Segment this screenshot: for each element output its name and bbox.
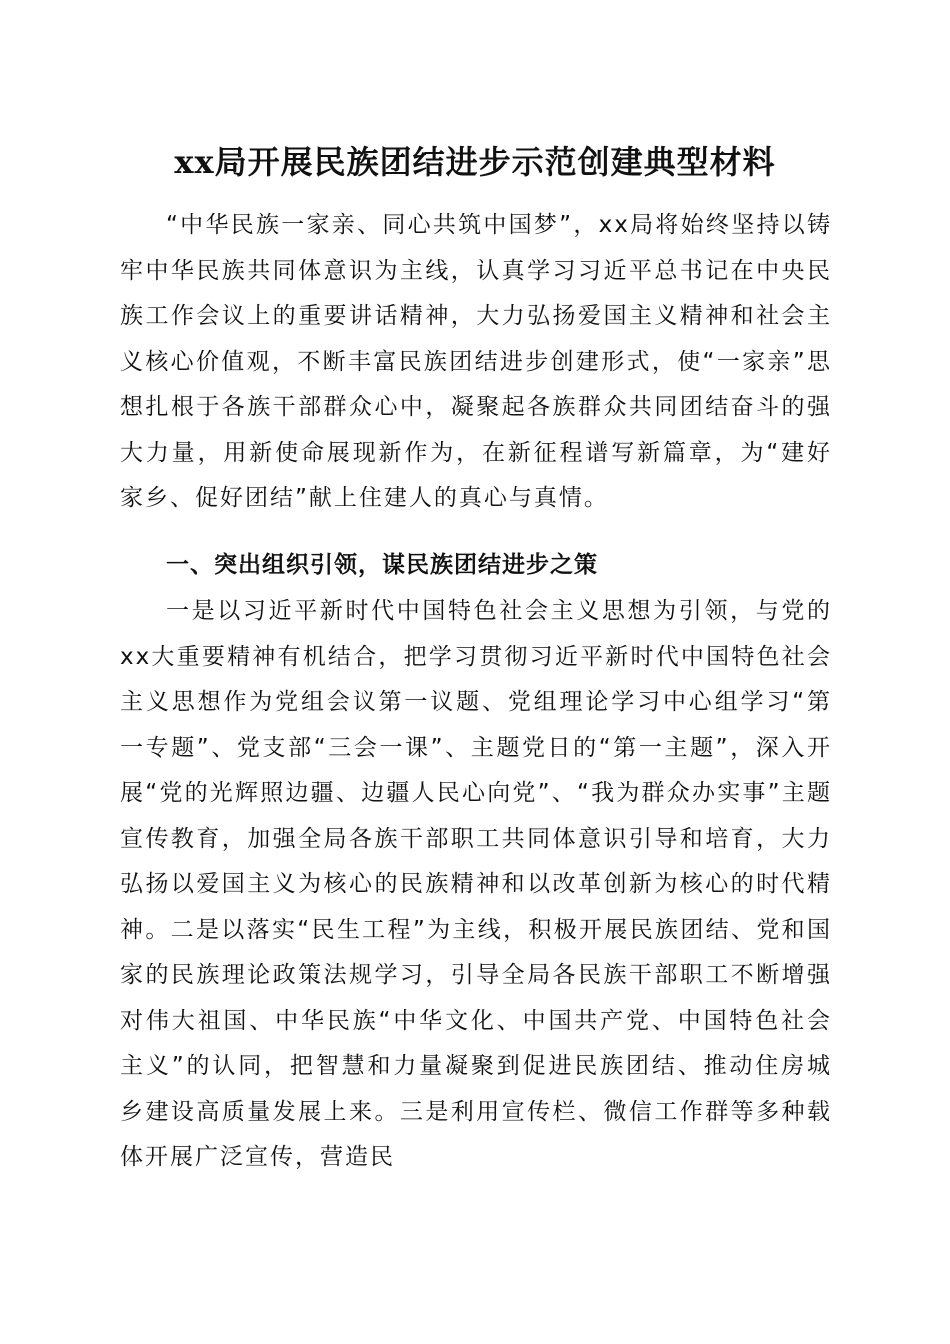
- body-paragraph: 一是以习近平新时代中国特色社会主义思想为引领，与党的xx大重要精神有机结合，把学习贯彻习近平新时代中国特色社会主义思想作为党组会议第一议题、党组理论学习中心组学习“第一专题”、党支部“三会一课”、主题党日的“第一主题”，深入开展“党的光辉照边疆、边疆人民心向党”、“我为群众办实事”主题宣传教育，加强全局各族干部职工共同体意识引导和培育，大力弘扬以爱国主义为核心的民族精神和以改革创新为核心的时代精神。二是以落实“民生工程”为主线，积极开展民族团结、党和国家的民族理论政策法规学习，引导全局各民族干部职工不断增强对伟大祖国、中华民族“中华文化、中国共产党、中国特色社会主义”的认同，把智慧和力量凝聚到促进民族团结、推动住房城乡建设高质量发展上来。三是利用宣传栏、微信工作群等多种载体开展广泛宣传，营造民: [120, 598, 832, 1170]
- section-heading: 一、突出组织引领，谋民族团结进步之策: [166, 552, 598, 578]
- intro-paragraph: “中华民族一家亲、同心共筑中国梦”，xx局将始终坚持以铸牢中华民族共同体意识为主线，认真学习习近平总书记在中央民族工作会议上的重要讲话精神，大力弘扬爱国主义精神和社会主义核心价值观，不断丰富民族团结进步创建形式，使“一家亲”思想扎根于各族干部群众心中，凝聚起各族群众共同团结奋斗的强大力量，用新使命展现新作为，在新征程谱写新篇章，为“建好家乡、促好团结”献上住建人的真心与真情。: [120, 212, 832, 511]
- document-title: xx局开展民族团结进步示范创建典型材料: [174, 143, 776, 181]
